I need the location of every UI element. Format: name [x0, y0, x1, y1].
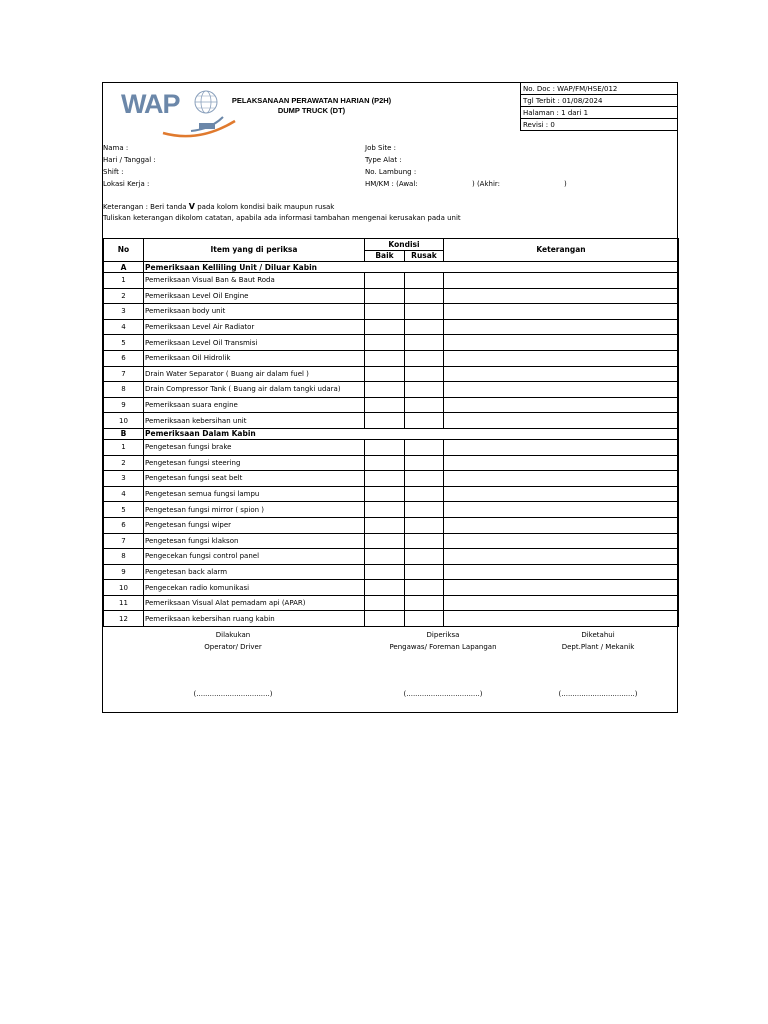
page-info: Halaman : 1 dari 1: [520, 107, 678, 119]
doc-meta-box: [520, 83, 678, 131]
cell-rusak[interactable]: [405, 549, 444, 565]
sig-diketahui-label: Diketahui: [581, 631, 615, 639]
table-row: [104, 455, 679, 471]
col-header-item: Item yang di periksa: [144, 239, 365, 262]
table-row: [104, 350, 679, 366]
table-row: [104, 595, 679, 611]
cell-rusak[interactable]: [405, 288, 444, 304]
field-hm-km-akhir[interactable]: ) (Akhir:: [472, 180, 501, 188]
sig-pengawas-line[interactable]: (.................................): [403, 690, 483, 698]
field-lokasi-kerja[interactable]: Lokasi Kerja :: [103, 180, 150, 188]
cell-rusak[interactable]: [405, 439, 444, 455]
cell-keterangan[interactable]: [444, 611, 679, 627]
checklist-table: [103, 238, 679, 627]
cell-baik[interactable]: [365, 304, 405, 320]
cell-baik[interactable]: [365, 595, 405, 611]
table-row: [104, 486, 679, 502]
row-number: 8: [104, 382, 144, 398]
cell-keterangan[interactable]: [444, 533, 679, 549]
cell-keterangan[interactable]: [444, 517, 679, 533]
field-hm-km-close: ): [564, 180, 567, 188]
row-number: 7: [104, 533, 144, 549]
section-code: B: [104, 428, 144, 439]
col-header-baik: Baik: [365, 250, 405, 262]
table-row: [104, 397, 679, 413]
cell-baik[interactable]: [365, 549, 405, 565]
cell-baik[interactable]: [365, 439, 405, 455]
row-item: Drain Compressor Tank ( Buang air dalam tangki udara): [144, 382, 365, 398]
cell-keterangan[interactable]: [444, 319, 679, 335]
cell-keterangan[interactable]: [444, 413, 679, 429]
cell-keterangan[interactable]: [444, 350, 679, 366]
cell-baik[interactable]: [365, 335, 405, 351]
cell-keterangan[interactable]: [444, 455, 679, 471]
sig-dilakukan-label: Dilakukan: [215, 631, 251, 639]
table-row: [104, 382, 679, 398]
cell-rusak[interactable]: [405, 350, 444, 366]
section-row: [104, 428, 679, 439]
col-header-rusak: Rusak: [405, 250, 444, 262]
row-number: 1: [104, 439, 144, 455]
row-item: Drain Water Separator ( Buang air dalam fuel ): [144, 366, 365, 382]
row-number: 2: [104, 288, 144, 304]
cell-rusak[interactable]: [405, 471, 444, 487]
cell-rusak[interactable]: [405, 366, 444, 382]
table-row: [104, 335, 679, 351]
cell-baik[interactable]: [365, 319, 405, 335]
col-header-kondisi: Kondisi: [365, 239, 444, 251]
col-header-no: No: [104, 239, 144, 262]
row-item: Pengecekan fungsi control panel: [144, 549, 365, 565]
table-row: [104, 288, 679, 304]
cell-baik[interactable]: [365, 517, 405, 533]
cell-keterangan[interactable]: [444, 382, 679, 398]
table-row: [104, 439, 679, 455]
row-number: 3: [104, 471, 144, 487]
table-row: [104, 533, 679, 549]
section-code: A: [104, 262, 144, 273]
sig-operator-line[interactable]: (.................................): [193, 690, 273, 698]
cell-baik[interactable]: [365, 486, 405, 502]
row-number: 5: [104, 502, 144, 518]
row-number: 10: [104, 413, 144, 429]
table-row: [104, 517, 679, 533]
p2h-form: [102, 82, 678, 713]
col-header-keterangan: Keterangan: [444, 239, 679, 262]
row-item: Pengetesan fungsi klakson: [144, 533, 365, 549]
cell-rusak[interactable]: [405, 304, 444, 320]
field-hm-km-awal[interactable]: HM/KM : (Awal:: [365, 180, 418, 188]
cell-baik[interactable]: [365, 397, 405, 413]
sig-mekanik-line[interactable]: (.................................): [558, 690, 638, 698]
row-item: Pengetesan fungsi brake: [144, 439, 365, 455]
cell-rusak[interactable]: [405, 397, 444, 413]
sig-operator-role: Operator/ Driver: [204, 643, 262, 651]
cell-keterangan[interactable]: [444, 486, 679, 502]
row-item: Pemeriksaan Level Oil Engine: [144, 288, 365, 304]
row-number: 1: [104, 273, 144, 289]
table-row: [104, 564, 679, 580]
row-number: 4: [104, 486, 144, 502]
table-row: [104, 471, 679, 487]
form-subtitle: DUMP TRUCK (DT): [277, 106, 346, 115]
cell-keterangan[interactable]: [444, 564, 679, 580]
cell-baik[interactable]: [365, 533, 405, 549]
cell-keterangan[interactable]: [444, 549, 679, 565]
row-number: 4: [104, 319, 144, 335]
table-row: [104, 304, 679, 320]
cell-keterangan[interactable]: [444, 366, 679, 382]
row-item: Pemeriksaan Visual Alat pemadam api (APAR): [144, 595, 365, 611]
cell-rusak[interactable]: [405, 382, 444, 398]
note-suffix: pada kolom kondisi baik maupun rusak: [197, 203, 335, 211]
cell-keterangan[interactable]: [444, 439, 679, 455]
field-no-lambung[interactable]: No. Lambung :: [365, 168, 417, 176]
cell-rusak[interactable]: [405, 335, 444, 351]
table-row: [104, 580, 679, 596]
cell-keterangan[interactable]: [444, 502, 679, 518]
row-number: 3: [104, 304, 144, 320]
sig-mekanik-role: Dept.Plant / Mekanik: [561, 643, 635, 651]
field-type-alat[interactable]: Type Alat :: [365, 156, 402, 164]
cell-baik[interactable]: [365, 502, 405, 518]
cell-baik[interactable]: [365, 273, 405, 289]
section-row: [104, 262, 679, 273]
form-title: PELAKSANAAN PERAWATAN HARIAN (P2H): [231, 96, 392, 105]
row-item: Pemeriksaan kebersihan ruang kabin: [144, 611, 365, 627]
note-line-1: [103, 202, 334, 211]
cell-rusak[interactable]: [405, 319, 444, 335]
cell-rusak[interactable]: [405, 273, 444, 289]
row-item: Pengetesan fungsi steering: [144, 455, 365, 471]
check-mark: V: [188, 202, 195, 211]
cell-keterangan[interactable]: [444, 288, 679, 304]
cell-rusak[interactable]: [405, 580, 444, 596]
row-number: 6: [104, 350, 144, 366]
cell-rusak[interactable]: [405, 533, 444, 549]
cell-baik[interactable]: [365, 580, 405, 596]
sig-diperiksa-label: Diperiksa: [426, 631, 460, 639]
cell-keterangan[interactable]: [444, 595, 679, 611]
cell-keterangan[interactable]: [444, 580, 679, 596]
cell-baik[interactable]: [365, 350, 405, 366]
cell-baik[interactable]: [365, 382, 405, 398]
cell-baik[interactable]: [365, 366, 405, 382]
row-item: Pemeriksaan body unit: [144, 304, 365, 320]
cell-rusak[interactable]: [405, 455, 444, 471]
row-number: 5: [104, 335, 144, 351]
row-item: Pemeriksaan Oil Hidrolik: [144, 350, 365, 366]
table-row: [104, 319, 679, 335]
section-title: Pemeriksaan Dalam Kabin: [144, 428, 679, 439]
cell-baik[interactable]: [365, 413, 405, 429]
row-item: Pengetesan fungsi wiper: [144, 517, 365, 533]
table-row: [104, 273, 679, 289]
cell-rusak[interactable]: [405, 564, 444, 580]
cell-rusak[interactable]: [405, 413, 444, 429]
issue-date: Tgl Terbit : 01/08/2024: [520, 95, 678, 107]
cell-rusak[interactable]: [405, 486, 444, 502]
cell-keterangan[interactable]: [444, 335, 679, 351]
table-row: [104, 611, 679, 627]
row-number: 6: [104, 517, 144, 533]
cell-baik[interactable]: [365, 471, 405, 487]
cell-rusak[interactable]: [405, 595, 444, 611]
row-number: 10: [104, 580, 144, 596]
row-number: 7: [104, 366, 144, 382]
row-item: Pemeriksaan suara engine: [144, 397, 365, 413]
row-item: Pengecekan radio komunikasi: [144, 580, 365, 596]
field-job-site[interactable]: Job Site :: [365, 144, 397, 152]
field-shift[interactable]: Shift :: [103, 168, 124, 176]
field-nama[interactable]: Nama :: [103, 144, 129, 152]
table-row: [104, 413, 679, 429]
table-row: [104, 366, 679, 382]
row-item: Pengetesan fungsi seat belt: [144, 471, 365, 487]
row-item: Pengetesan semua fungsi lampu: [144, 486, 365, 502]
cell-keterangan[interactable]: [444, 273, 679, 289]
row-number: 9: [104, 397, 144, 413]
cell-keterangan[interactable]: [444, 304, 679, 320]
cell-baik[interactable]: [365, 611, 405, 627]
doc-number: No. Doc : WAP/FM/HSE/012: [520, 83, 678, 95]
row-number: 2: [104, 455, 144, 471]
cell-keterangan[interactable]: [444, 397, 679, 413]
cell-rusak[interactable]: [405, 517, 444, 533]
row-item: Pemeriksaan Level Air Radiator: [144, 319, 365, 335]
sig-pengawas-role: Pengawas/ Foreman Lapangan: [389, 643, 497, 651]
row-item: Pemeriksaan kebersihan unit: [144, 413, 365, 429]
row-number: 9: [104, 564, 144, 580]
logo-text: WAP: [121, 89, 180, 119]
row-item: Pengetesan fungsi mirror ( spion ): [144, 502, 365, 518]
cell-rusak[interactable]: [405, 611, 444, 627]
row-item: Pemeriksaan Visual Ban & Baut Roda: [144, 273, 365, 289]
row-number: 8: [104, 549, 144, 565]
table-row: [104, 502, 679, 518]
cell-baik[interactable]: [365, 455, 405, 471]
cell-baik[interactable]: [365, 288, 405, 304]
note-line-2: Tuliskan keterangan dikolom catatan, apabila ada informasi tambahan mengenai kerusakan pada unit: [103, 214, 461, 222]
row-number: 11: [104, 595, 144, 611]
table-row: [104, 549, 679, 565]
row-number: 12: [104, 611, 144, 627]
field-hari-tanggal[interactable]: Hari / Tanggal :: [103, 156, 156, 164]
cell-baik[interactable]: [365, 564, 405, 580]
row-item: Pengetesan back alarm: [144, 564, 365, 580]
note-prefix: Keterangan : Beri tanda: [103, 203, 187, 211]
cell-rusak[interactable]: [405, 502, 444, 518]
section-title: Pemeriksaan Kelliling Unit / Diluar Kabin: [144, 262, 679, 273]
cell-keterangan[interactable]: [444, 471, 679, 487]
row-item: Pemeriksaan Level Oil Transmisi: [144, 335, 365, 351]
revision: Revisi : 0: [520, 119, 678, 131]
